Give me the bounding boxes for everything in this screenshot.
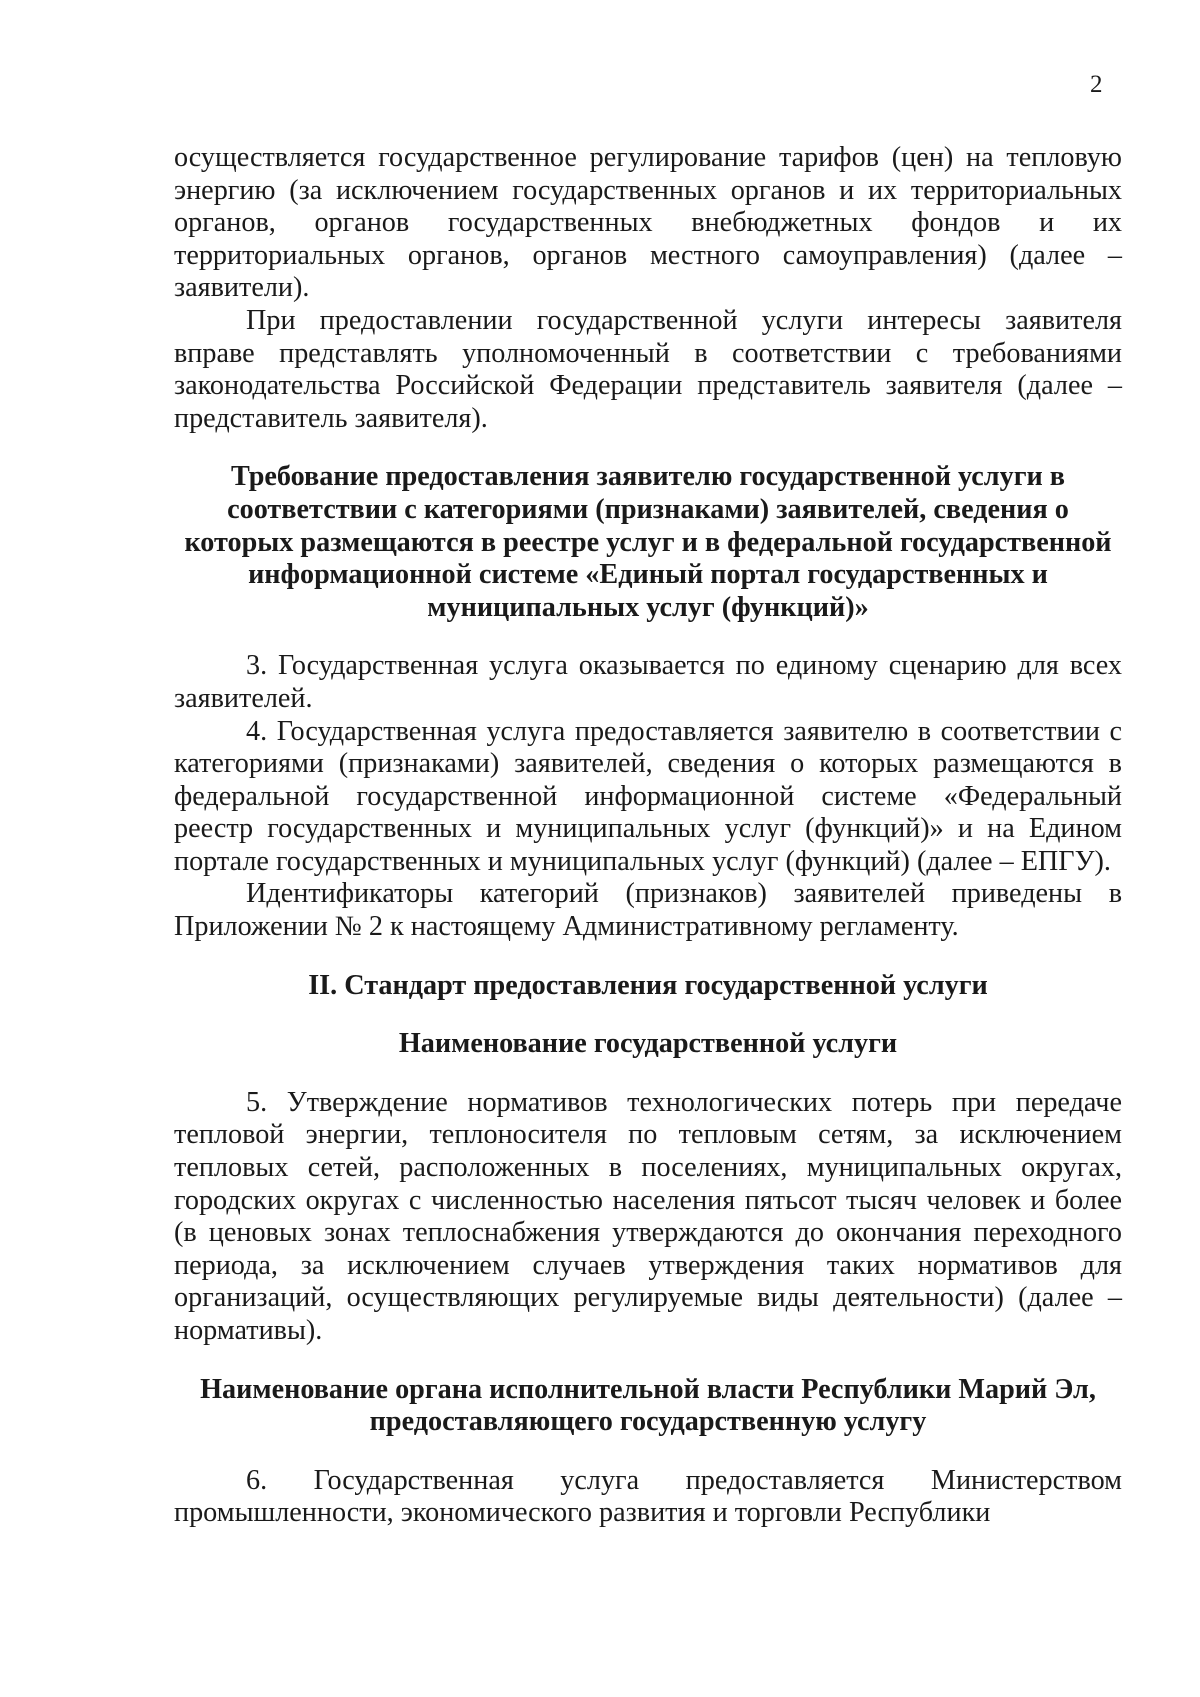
paragraph-representative: При предоставлении государственной услуги интересы заявителя вправе представлять уполномоченный в соответствии с требованиями законодательства Российской Федерации представитель заявителя (далее – представитель заявителя). (174, 304, 1122, 434)
page-number: 2 (1090, 71, 1103, 98)
document-body (174, 142, 1122, 1530)
paragraph-applicants: осуществляется государственное регулирование тарифов (цен) на тепловую энергию (за исключением государственных органов и их территориальных органов, органов государственных внебюджетных фондов и их территориальных органов, органов местного самоуправления) (далее – заявители). (174, 142, 1122, 304)
paragraph-5: 5. Утверждение нормативов технологических потерь при передаче тепловой энергии, теплоносителя по тепловым сетям, за исключением тепловых сетей, расположенных в поселениях, муниципальных округах, городских округах с численностью населения пятьсот тысяч человек и более (в ценовых зонах теплоснабжения утверждаются до окончания переходного периода, за исключением случаев утверждения таких нормативов для организаций, осуществляющих регулируемые виды деятельности) (далее – нормативы). (174, 1086, 1122, 1346)
section-heading-requirement: Требование предоставления заявителю государственной услуги в соответствии с категориями (признаками) заявителей, сведения о которых размещаются в реестре услуг и в федеральной государственной информационной системе «Единый портал государственных и муниципальных услуг (функций)» (184, 461, 1112, 623)
section-heading-service-name: Наименование государственной услуги (398, 1028, 898, 1060)
section-heading-standard: II. Стандарт предоставления государственной услуги (308, 969, 988, 1001)
paragraph-3: 3. Государственная услуга оказывается по единому сценарию для всех заявителей. (174, 650, 1122, 714)
paragraph-4-identifiers: Идентификаторы категорий (признаков) заявителей приведены в Приложении № 2 к настоящему Административному регламенту. (174, 878, 1122, 943)
paragraph-4: 4. Государственная услуга предоставляется заявителю в соответствии с категориями (признаками) заявителей, сведения о которых размещаются в федеральной государственной информационной системе «Федеральный реестр государственных и муниципальных услуг (функций)» и на Едином портале государственных и муниципальных услуг (функций) (далее – ЕПГУ). (174, 715, 1122, 877)
section-heading-authority: Наименование органа исполнительной власти Республики Марий Эл, предоставляющего государственную услугу (200, 1373, 1096, 1438)
paragraph-6: 6. Государственная услуга предоставляется Министерством промышленности, экономического развития и торговли Республики (174, 1464, 1122, 1529)
